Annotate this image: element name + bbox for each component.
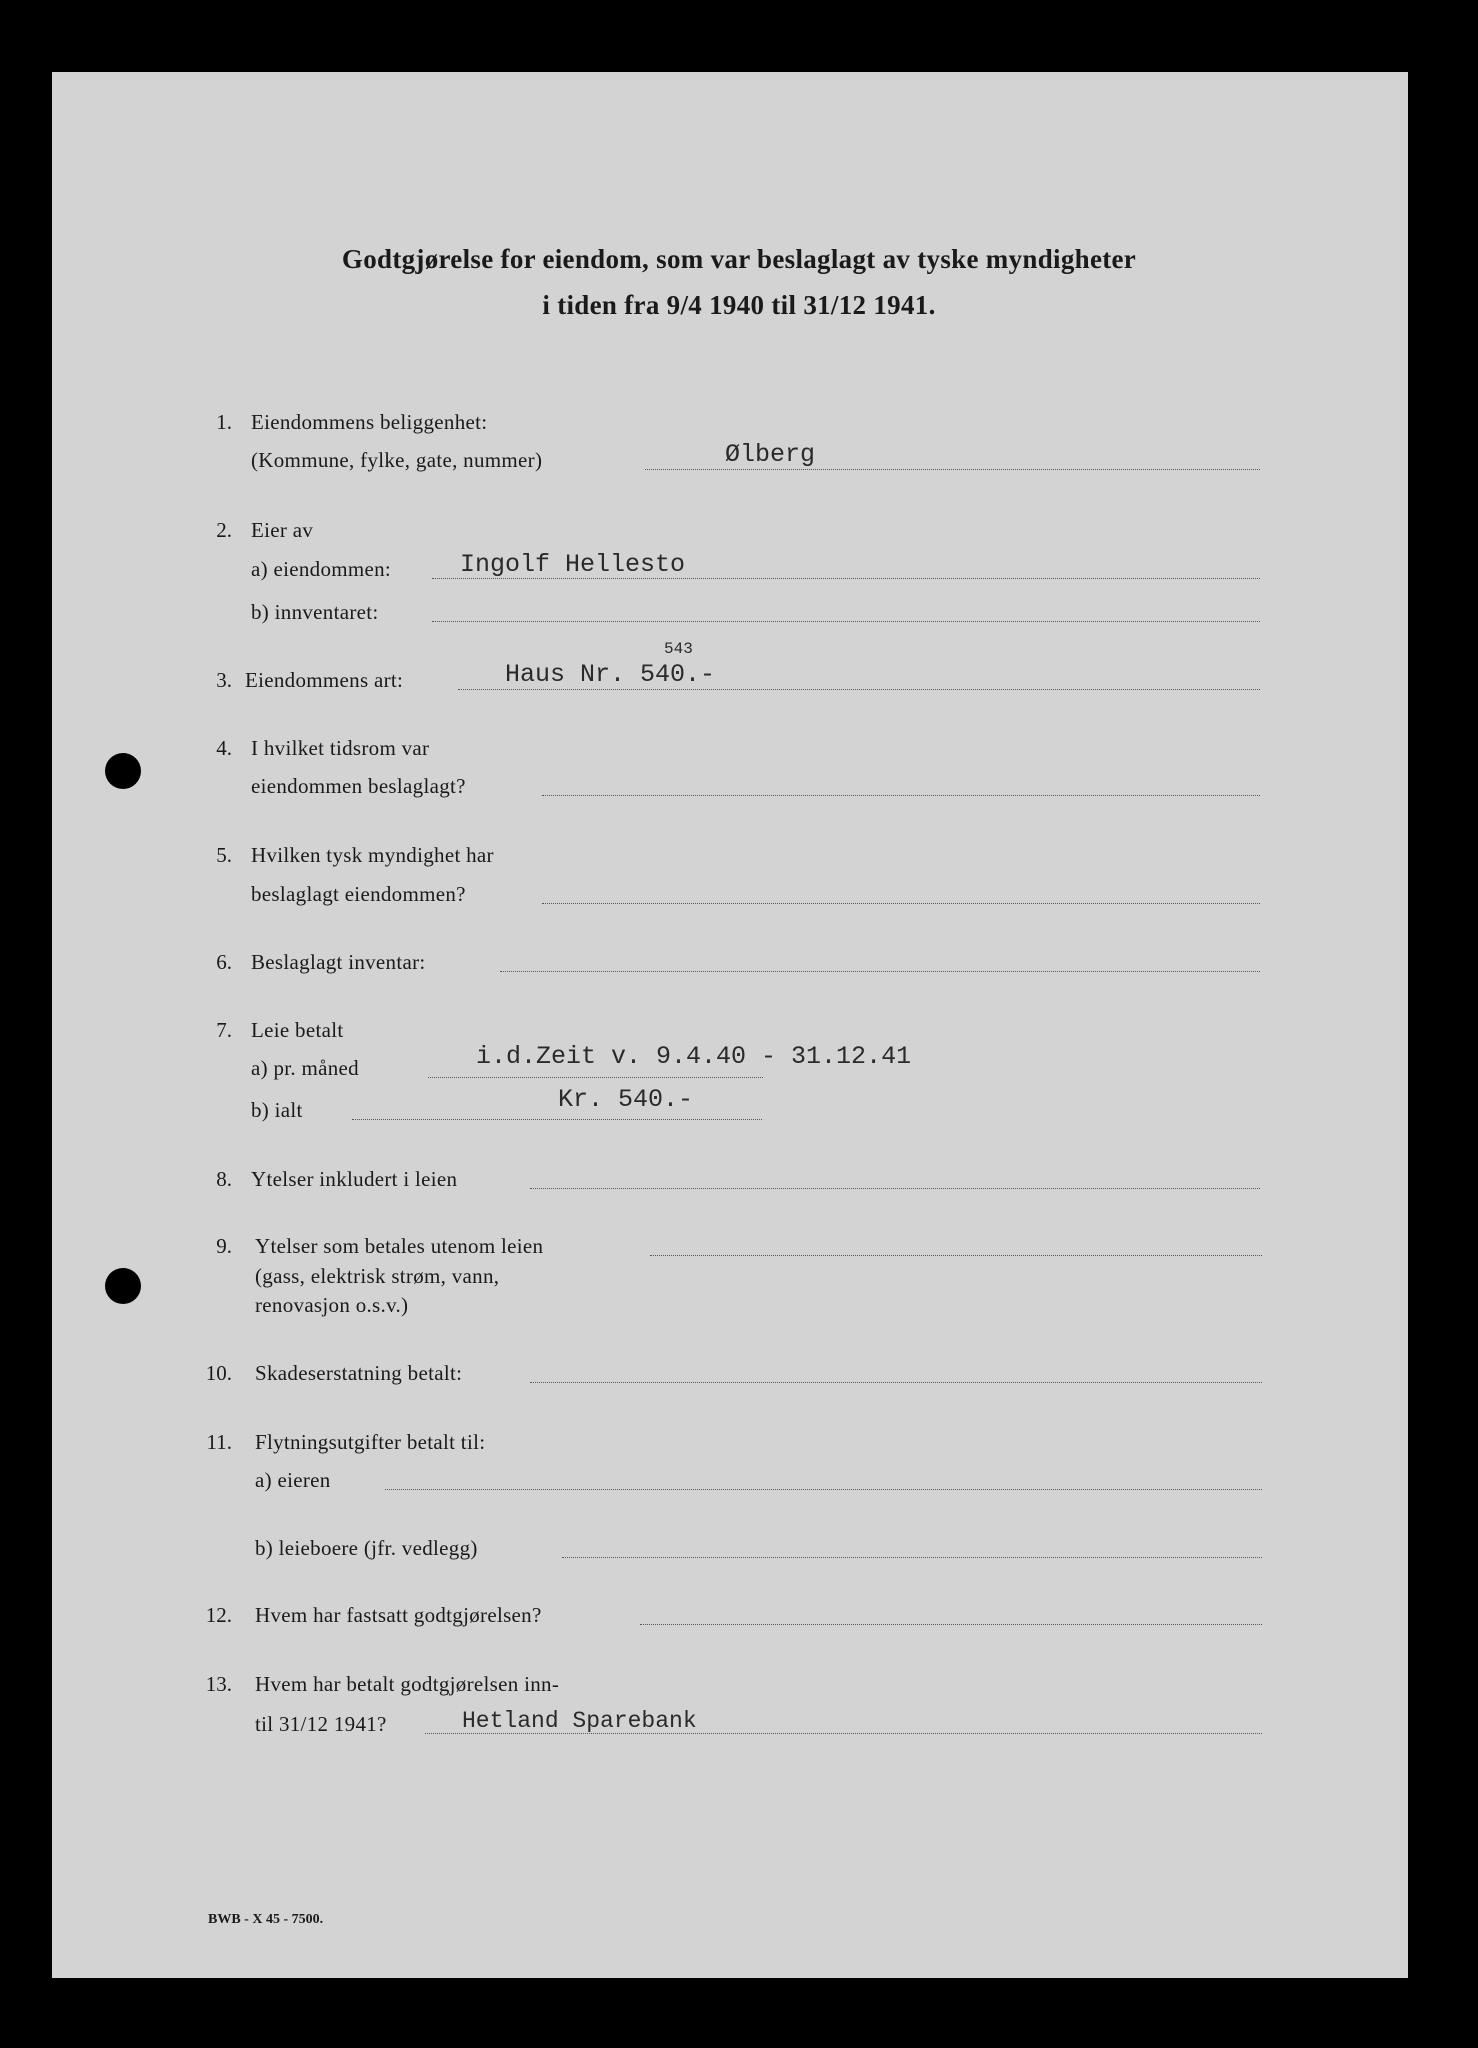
- handwritten-answer: i.d.Zeit v. 9.4.40 - 31.12.41: [476, 1042, 912, 1071]
- answer-line: [640, 1624, 1262, 1625]
- punch-hole-bottom: [105, 1268, 141, 1304]
- item-label: b) innventaret:: [251, 600, 379, 624]
- punch-hole-top: [105, 753, 141, 789]
- item-label: Eier av: [251, 518, 314, 542]
- item-label: Hvem har fastsatt godtgjørelsen?: [255, 1603, 542, 1627]
- answer-line: [352, 1119, 762, 1120]
- answer-line: [428, 1077, 763, 1078]
- item-label: Hvem har betalt godtgjørelsen inn-: [255, 1672, 560, 1696]
- item-label: a) eiendommen:: [251, 557, 392, 581]
- item-number: 3.: [216, 668, 232, 692]
- answer-line: [562, 1557, 1262, 1558]
- answer-line: [542, 903, 1260, 904]
- item-label: Hvilken tysk myndighet har: [251, 843, 494, 867]
- item-number: 6.: [216, 950, 232, 974]
- item-label: beslaglagt eiendommen?: [251, 882, 466, 906]
- item-label: Leie betalt: [251, 1018, 344, 1042]
- handwritten-answer: Kr. 540.-: [558, 1085, 694, 1114]
- form-title-line2: i tiden fra 9/4 1940 til 31/12 1941.: [542, 290, 936, 320]
- answer-line: [458, 689, 1260, 690]
- handwritten-correction: 543: [664, 640, 693, 658]
- item-number: 12.: [205, 1603, 232, 1627]
- item-label: renovasjon o.s.v.): [255, 1293, 409, 1317]
- answer-line: [530, 1382, 1262, 1383]
- item-number: 4.: [216, 736, 232, 760]
- answer-line: [500, 971, 1260, 972]
- item-number: 8.: [216, 1167, 232, 1191]
- item-label: til 31/12 1941?: [255, 1712, 387, 1736]
- item-label: b) ialt: [251, 1098, 303, 1122]
- form-code: BWB - X 45 - 7500.: [208, 1912, 324, 1927]
- item-label: Skadeserstatning betalt:: [255, 1361, 463, 1385]
- item-number: 5.: [216, 843, 232, 867]
- item-number: 7.: [216, 1018, 232, 1042]
- answer-line: [650, 1255, 1262, 1256]
- item-number: 9.: [216, 1234, 232, 1258]
- handwritten-answer: Haus Nr. 540.-: [505, 660, 716, 689]
- handwritten-answer: Ingolf Hellesto: [460, 550, 686, 579]
- answer-line: [542, 795, 1260, 796]
- item-number: 10.: [205, 1361, 232, 1385]
- item-label: a) eieren: [255, 1468, 331, 1492]
- item-label: a) pr. måned: [251, 1056, 359, 1080]
- answer-line: [645, 469, 1260, 470]
- item-label: b) leieboere (jfr. vedlegg): [255, 1536, 478, 1560]
- item-label: Ytelser som betales utenom leien: [255, 1234, 544, 1258]
- answer-line: [432, 621, 1260, 622]
- item-label: Flytningsutgifter betalt til:: [255, 1430, 486, 1454]
- item-label: I hvilket tidsrom var: [251, 736, 430, 760]
- item-number: 11.: [206, 1430, 232, 1454]
- item-label: (gass, elektrisk strøm, vann,: [255, 1264, 500, 1288]
- handwritten-answer: Hetland Sparebank: [462, 1708, 697, 1734]
- item-label: Eiendommens art:: [245, 668, 404, 692]
- item-label: Ytelser inkludert i leien: [251, 1167, 458, 1191]
- item-label: eiendommen beslaglagt?: [251, 774, 466, 798]
- item-number: 2.: [216, 518, 232, 542]
- handwritten-answer: Ølberg: [725, 440, 816, 469]
- item-number: 13.: [205, 1672, 232, 1696]
- item-label: Eiendommens beliggenhet:: [251, 410, 488, 434]
- answer-line: [530, 1188, 1260, 1189]
- item-label: Beslaglagt inventar:: [251, 950, 426, 974]
- answer-line: [385, 1489, 1262, 1490]
- form-title-line1: Godtgjørelse for eiendom, som var beslaglagt av tyske myndigheter: [341, 244, 1137, 274]
- item-number: 1.: [216, 410, 232, 434]
- item-label: (Kommune, fylke, gate, nummer): [251, 448, 543, 472]
